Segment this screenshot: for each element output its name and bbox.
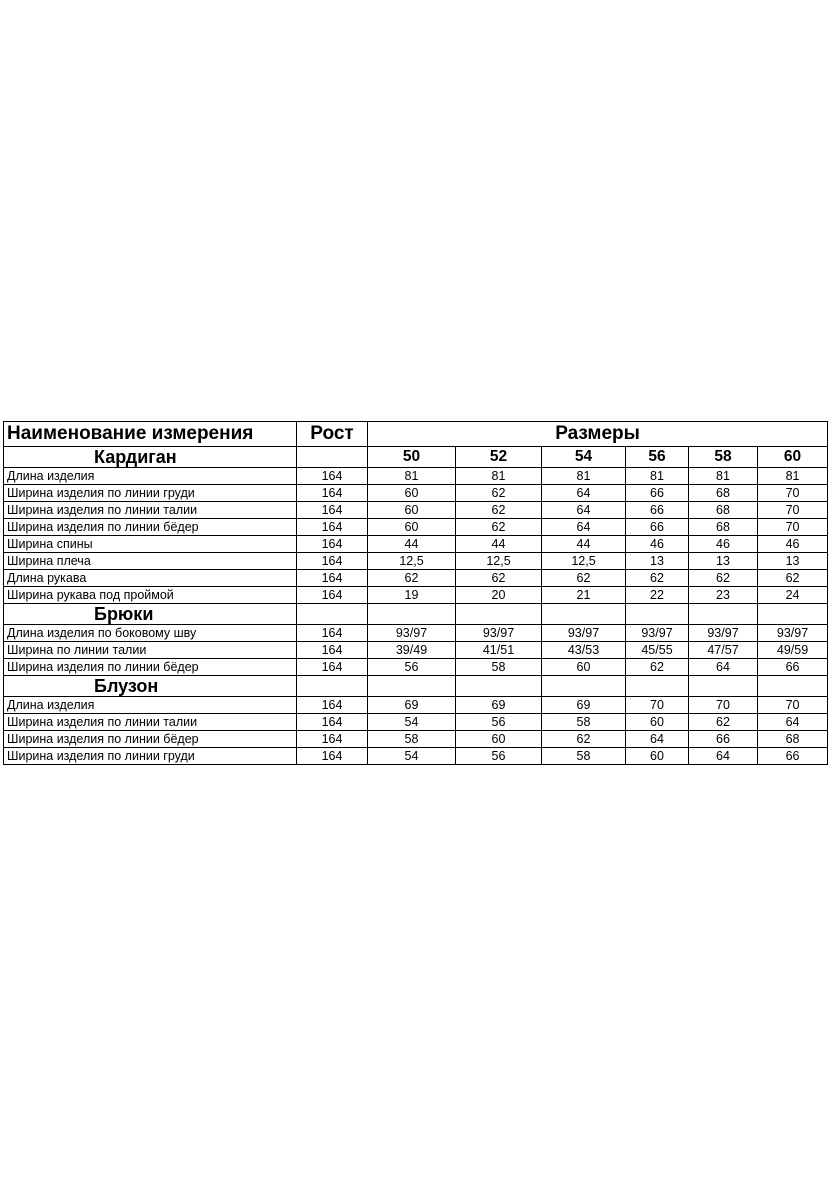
size-value-58: 68 — [689, 485, 758, 502]
size-value-58: 46 — [689, 536, 758, 553]
height-value: 164 — [297, 625, 368, 642]
table-row — [4, 587, 828, 604]
size-value-56: 60 — [626, 714, 689, 731]
size-header-60: 60 — [758, 447, 828, 468]
size-value-56: 60 — [626, 748, 689, 765]
size-value-50: 12,5 — [368, 553, 456, 570]
size-value-50: 62 — [368, 570, 456, 587]
section-height-cell — [297, 676, 368, 697]
size-value-50: 56 — [368, 659, 456, 676]
measurement-name: Ширина изделия по линии бёдер — [4, 659, 297, 676]
height-value: 164 — [297, 485, 368, 502]
size-value-52: 58 — [456, 659, 542, 676]
section-empty-cell — [626, 676, 689, 697]
section-height-cell — [297, 447, 368, 468]
size-value-52: 56 — [456, 748, 542, 765]
size-value-58: 68 — [689, 519, 758, 536]
section-empty-cell — [368, 676, 456, 697]
size-value-54: 64 — [542, 502, 626, 519]
section-title: Брюки — [4, 604, 297, 625]
size-header-58: 58 — [689, 447, 758, 468]
size-value-60: 62 — [758, 570, 828, 587]
size-value-52: 81 — [456, 468, 542, 485]
table-row — [4, 659, 828, 676]
size-value-60: 93/97 — [758, 625, 828, 642]
height-value: 164 — [297, 659, 368, 676]
size-header-52: 52 — [456, 447, 542, 468]
size-value-52: 62 — [456, 485, 542, 502]
measurement-name: Ширина изделия по линии груди — [4, 748, 297, 765]
measurement-name: Ширина изделия по линии бёдер — [4, 731, 297, 748]
table-row — [4, 642, 828, 659]
table-row — [4, 697, 828, 714]
size-value-52: 69 — [456, 697, 542, 714]
section-empty-cell — [542, 676, 626, 697]
section-row — [4, 447, 828, 468]
measurement-name: Ширина рукава под проймой — [4, 587, 297, 604]
size-value-56: 66 — [626, 502, 689, 519]
size-value-50: 60 — [368, 519, 456, 536]
size-value-60: 49/59 — [758, 642, 828, 659]
size-chart-table — [3, 421, 828, 765]
height-value: 164 — [297, 502, 368, 519]
section-empty-cell — [456, 604, 542, 625]
size-value-56: 22 — [626, 587, 689, 604]
height-value: 164 — [297, 468, 368, 485]
section-height-cell — [297, 604, 368, 625]
size-value-60: 13 — [758, 553, 828, 570]
size-value-56: 70 — [626, 697, 689, 714]
height-value: 164 — [297, 570, 368, 587]
section-empty-cell — [456, 676, 542, 697]
size-value-60: 68 — [758, 731, 828, 748]
measurement-name: Ширина изделия по линии бёдер — [4, 519, 297, 536]
height-value: 164 — [297, 731, 368, 748]
size-value-54: 43/53 — [542, 642, 626, 659]
height-value: 164 — [297, 536, 368, 553]
size-value-58: 64 — [689, 748, 758, 765]
size-value-58: 81 — [689, 468, 758, 485]
size-value-52: 56 — [456, 714, 542, 731]
table-row — [4, 468, 828, 485]
section-title: Кардиган — [4, 447, 297, 468]
table-row — [4, 570, 828, 587]
size-header-54: 54 — [542, 447, 626, 468]
section-empty-cell — [758, 676, 828, 697]
measurement-name: Ширина спины — [4, 536, 297, 553]
size-value-54: 69 — [542, 697, 626, 714]
size-value-56: 66 — [626, 519, 689, 536]
size-value-52: 62 — [456, 519, 542, 536]
size-value-52: 93/97 — [456, 625, 542, 642]
size-value-60: 24 — [758, 587, 828, 604]
table-row — [4, 748, 828, 765]
size-value-54: 93/97 — [542, 625, 626, 642]
measurement-name: Длина изделия по боковому шву — [4, 625, 297, 642]
table-row — [4, 502, 828, 519]
size-value-54: 62 — [542, 731, 626, 748]
section-row — [4, 604, 828, 625]
table-row — [4, 625, 828, 642]
size-value-50: 69 — [368, 697, 456, 714]
height-header: Рост — [297, 422, 368, 447]
size-value-50: 54 — [368, 714, 456, 731]
size-value-50: 19 — [368, 587, 456, 604]
size-value-58: 47/57 — [689, 642, 758, 659]
measurement-name-header: Наименование измерения — [4, 422, 297, 447]
sizes-header: Размеры — [368, 422, 828, 447]
measurement-name: Длина рукава — [4, 570, 297, 587]
size-value-56: 81 — [626, 468, 689, 485]
size-value-50: 93/97 — [368, 625, 456, 642]
size-value-50: 39/49 — [368, 642, 456, 659]
table-row — [4, 714, 828, 731]
size-value-50: 54 — [368, 748, 456, 765]
size-value-54: 64 — [542, 485, 626, 502]
size-chart-body — [4, 422, 828, 765]
section-empty-cell — [689, 604, 758, 625]
section-empty-cell — [689, 676, 758, 697]
size-value-60: 66 — [758, 659, 828, 676]
size-value-54: 21 — [542, 587, 626, 604]
height-value: 164 — [297, 519, 368, 536]
section-empty-cell — [758, 604, 828, 625]
header-row — [4, 422, 828, 447]
size-value-52: 12,5 — [456, 553, 542, 570]
size-value-58: 70 — [689, 697, 758, 714]
size-value-54: 81 — [542, 468, 626, 485]
size-value-54: 58 — [542, 748, 626, 765]
height-value: 164 — [297, 553, 368, 570]
section-empty-cell — [542, 604, 626, 625]
size-value-54: 64 — [542, 519, 626, 536]
size-value-60: 64 — [758, 714, 828, 731]
measurement-name: Ширина изделия по линии талии — [4, 714, 297, 731]
size-value-52: 41/51 — [456, 642, 542, 659]
size-value-60: 70 — [758, 502, 828, 519]
size-value-58: 66 — [689, 731, 758, 748]
measurement-name: Ширина изделия по линии груди — [4, 485, 297, 502]
size-header-56: 56 — [626, 447, 689, 468]
height-value: 164 — [297, 714, 368, 731]
section-empty-cell — [626, 604, 689, 625]
size-value-56: 93/97 — [626, 625, 689, 642]
size-value-54: 58 — [542, 714, 626, 731]
size-value-56: 46 — [626, 536, 689, 553]
measurement-name: Ширина изделия по линии талии — [4, 502, 297, 519]
size-value-52: 20 — [456, 587, 542, 604]
size-value-52: 62 — [456, 502, 542, 519]
size-value-56: 62 — [626, 659, 689, 676]
height-value: 164 — [297, 748, 368, 765]
table-row — [4, 519, 828, 536]
size-value-60: 81 — [758, 468, 828, 485]
size-value-56: 66 — [626, 485, 689, 502]
size-value-58: 13 — [689, 553, 758, 570]
size-value-54: 44 — [542, 536, 626, 553]
size-value-50: 60 — [368, 485, 456, 502]
table-row — [4, 731, 828, 748]
size-value-56: 62 — [626, 570, 689, 587]
table-row — [4, 553, 828, 570]
measurement-name: Длина изделия — [4, 468, 297, 485]
size-value-50: 81 — [368, 468, 456, 485]
size-value-50: 60 — [368, 502, 456, 519]
size-value-50: 44 — [368, 536, 456, 553]
section-row — [4, 676, 828, 697]
size-value-52: 44 — [456, 536, 542, 553]
size-value-52: 60 — [456, 731, 542, 748]
measurement-name: Ширина по линии талии — [4, 642, 297, 659]
size-value-58: 64 — [689, 659, 758, 676]
table-row — [4, 485, 828, 502]
size-value-60: 46 — [758, 536, 828, 553]
size-value-56: 45/55 — [626, 642, 689, 659]
measurement-name: Ширина плеча — [4, 553, 297, 570]
size-value-54: 60 — [542, 659, 626, 676]
size-value-50: 58 — [368, 731, 456, 748]
size-value-54: 12,5 — [542, 553, 626, 570]
size-value-56: 64 — [626, 731, 689, 748]
size-value-52: 62 — [456, 570, 542, 587]
table-row — [4, 536, 828, 553]
measurement-name: Длина изделия — [4, 697, 297, 714]
size-value-58: 93/97 — [689, 625, 758, 642]
height-value: 164 — [297, 587, 368, 604]
size-value-56: 13 — [626, 553, 689, 570]
height-value: 164 — [297, 697, 368, 714]
section-title: Блузон — [4, 676, 297, 697]
size-header-50: 50 — [368, 447, 456, 468]
size-value-58: 62 — [689, 714, 758, 731]
section-empty-cell — [368, 604, 456, 625]
size-value-58: 68 — [689, 502, 758, 519]
size-value-58: 23 — [689, 587, 758, 604]
size-value-58: 62 — [689, 570, 758, 587]
size-value-60: 70 — [758, 519, 828, 536]
size-value-60: 66 — [758, 748, 828, 765]
size-value-54: 62 — [542, 570, 626, 587]
height-value: 164 — [297, 642, 368, 659]
size-value-60: 70 — [758, 697, 828, 714]
size-value-60: 70 — [758, 485, 828, 502]
